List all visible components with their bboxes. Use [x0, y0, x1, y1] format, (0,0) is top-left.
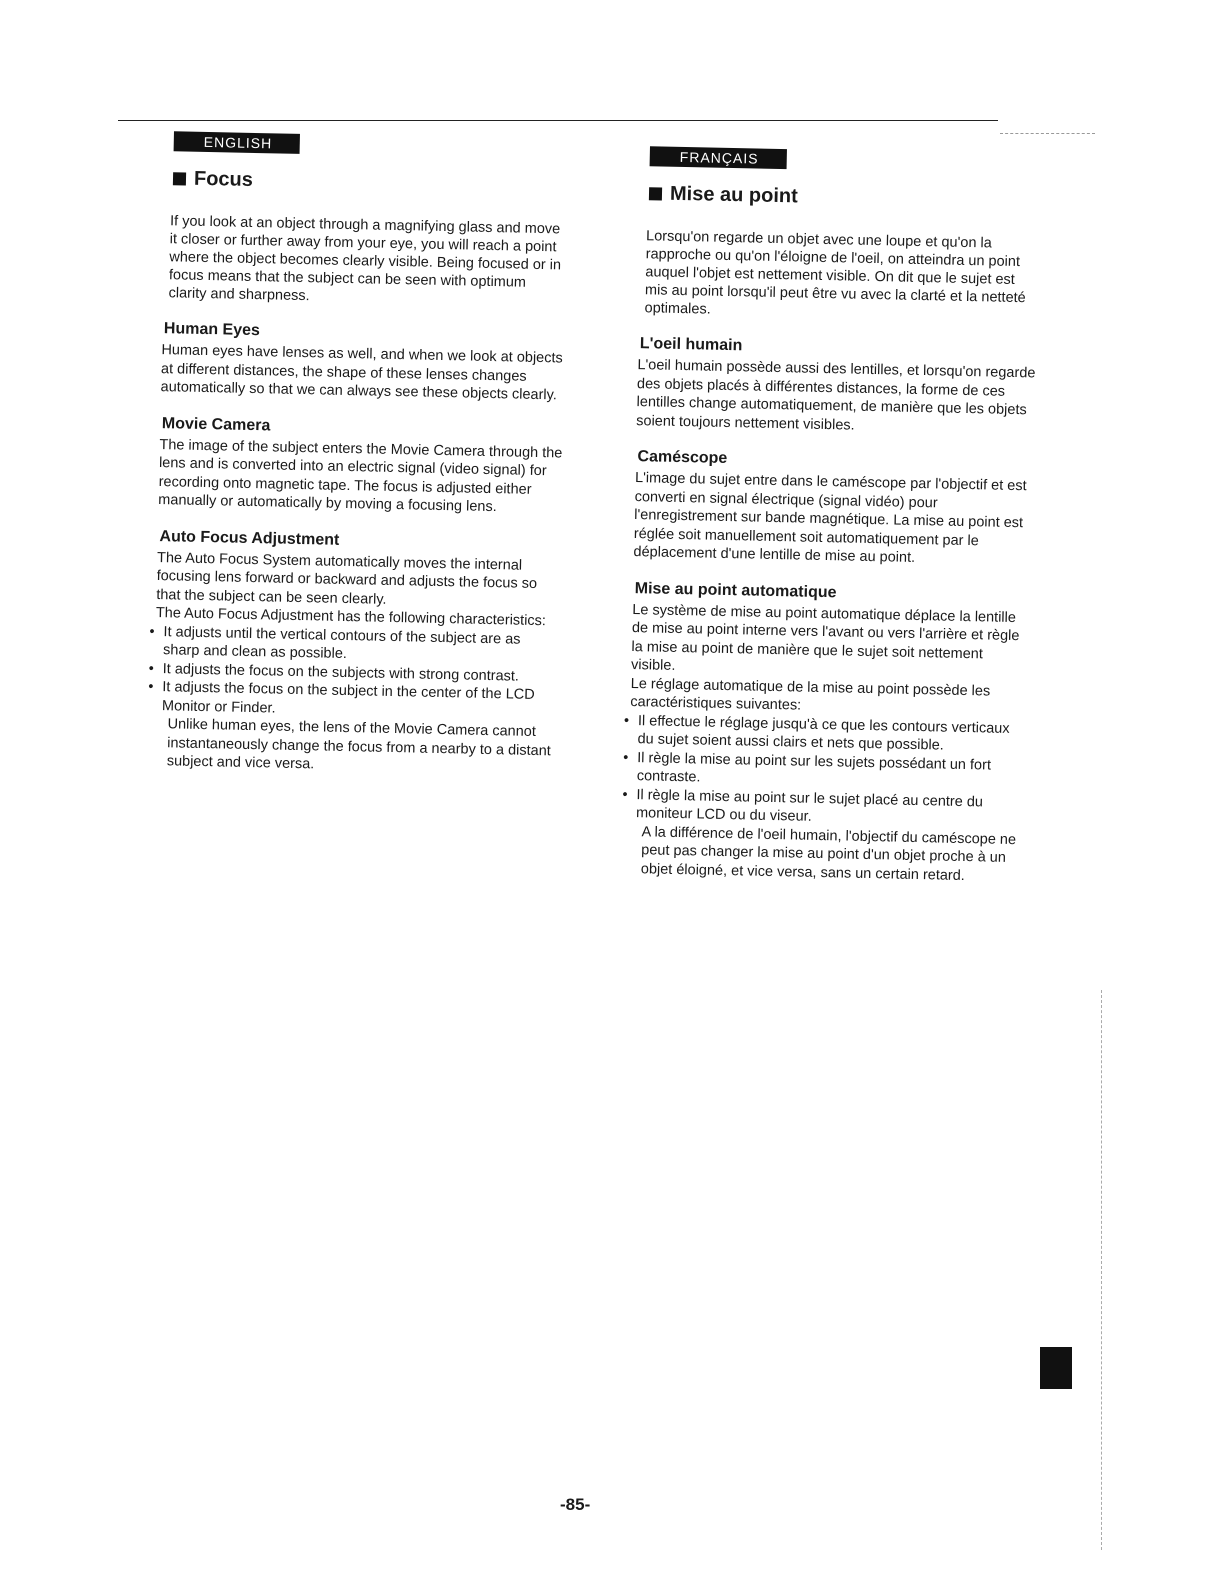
- french-title-text: Mise au point: [669, 182, 799, 208]
- french-column: [621, 146, 1041, 886]
- top-rule-dashed: [1000, 133, 1095, 134]
- french-language-tab: FRANÇAIS: [650, 146, 787, 169]
- french-section-title: [649, 182, 1040, 213]
- french-heading-camescope: Caméscope: [637, 448, 728, 467]
- english-text-human-eyes: Human eyes have lenses as well, and when we look at objects at different distances, the shape of these lenses changes automatically so that we can always see these objects clearly.: [160, 342, 563, 404]
- page-number: -85-: [560, 1495, 591, 1514]
- english-note: Unlike human eyes, the lens of the Movie Camera cannot instantaneously change the focus from a nearby to a distant subject and vice versa.: [166, 716, 551, 773]
- english-text-auto-focus: The Auto Focus System automatically moves the internal focusing lens forward or backward and adjusts the focus so that the subject can be seen clearly.: [156, 549, 538, 608]
- bullet-dot-icon: •: [148, 660, 154, 677]
- bullet-dot-icon: •: [622, 786, 628, 803]
- bullet-dot-icon: •: [148, 678, 154, 695]
- english-intro: If you look at an object through a magnifying glass and move it closer or further away from your eye, you will reach a point where the object becomes clearly visible. Being focused or in focus means that the subject can be seen with optimum clarity and sharpness.: [168, 213, 562, 305]
- bullet-dot-icon: •: [149, 623, 155, 640]
- english-text-movie-camera: The image of the subject enters the Movie Camera through the lens and is converted into an electric signal (video signal) for recording onto magnetic tape. The focus is adjusted either manually or automatically by moving a focusing lens.: [158, 436, 563, 516]
- page-edge-dashed-line: [1101, 990, 1102, 1550]
- english-column: [147, 131, 570, 779]
- bullet-text: Il effectue le réglage jusqu'à ce que les contours verticaux du sujet soient aussi clairs et nets que possible.: [637, 712, 1010, 754]
- french-text-caracteristiques: Le réglage automatique de la mise au point possède les caractéristiques suivantes:: [630, 675, 991, 714]
- bullet-text: It adjusts until the vertical contours of the subject are as sharp and clean as possible.: [162, 623, 521, 663]
- french-heading-oeil-humain: L'oeil humain: [639, 335, 743, 355]
- bullet-text: Il règle la mise au point sur le sujet placé au centre du moniteur LCD ou du viseur.: [635, 786, 984, 825]
- english-text-auto-focus-characteristics: The Auto Focus Adjustment has the following characteristics:: [155, 605, 547, 630]
- english-title-text: Focus: [193, 167, 254, 191]
- bullet-text: It adjusts the focus on the subjects with strong contrast.: [162, 660, 520, 685]
- english-heading-human-eyes: Human Eyes: [163, 320, 261, 340]
- french-text-mise-au-point-auto: Le système de mise au point automatique déplace la lentille de mise au point interne vers l'avant ou vers l'arrière et règle la mise au point de manière que le sujet soit nettement visible.: [630, 601, 1020, 674]
- french-bullet-list: [622, 711, 1029, 830]
- bullet-text: Il règle la mise au point sur les sujets possédant un fort contraste.: [636, 749, 992, 786]
- french-text-oeil-humain: L'oeil humain possède aussi des lentilles, et lorsqu'on regarde des objets placés à différentes distances, la forme de ces lentilles change automatiquement, de manière que les objets soient toujours nettement visibles.: [636, 357, 1036, 434]
- english-section-title: [173, 167, 569, 198]
- square-bullet-icon: [649, 187, 662, 200]
- english-heading-movie-camera: Movie Camera: [161, 414, 271, 434]
- french-heading-mise-au-point-auto: Mise au point automatique: [634, 579, 837, 601]
- bullet-text: It adjusts the focus on the subject in the center of the LCD Monitor or Finder.: [161, 679, 535, 717]
- french-text-camescope: L'image du sujet entre dans le caméscope par l'objectif et est converti en signal électrique (signal vidéo) pour l'enregistrement sur bande magnétique. La mise au point est réglée soit manuellement soit automatiquement par le déplacement d'une lentille de mise au point.: [633, 470, 1027, 566]
- top-rule: [118, 120, 998, 121]
- french-intro: Lorsqu'on regarde un objet avec une loupe et qu'on la rapproche ou qu'on l'éloigne de l'oeil, on atteindra un point auquel l'objet est nettement visible. On dit que le sujet est mis au point lorsqu'il peut être vu avec la clarté et la netteté optimales.: [644, 228, 1026, 318]
- bullet-dot-icon: •: [623, 749, 629, 766]
- bullet-dot-icon: •: [623, 712, 630, 729]
- english-language-tab: ENGLISH: [174, 131, 301, 154]
- english-heading-auto-focus: Auto Focus Adjustment: [159, 527, 340, 549]
- page-edge-marker: [1040, 1347, 1072, 1389]
- french-note: A la différence de l'oeil humain, l'objectif du caméscope ne peut pas changer la mise au point d'un objet proche à un objet éloigné, et vice versa, sans un certain retard.: [640, 823, 1017, 884]
- square-bullet-icon: [173, 172, 186, 185]
- english-bullet-list: [148, 622, 560, 723]
